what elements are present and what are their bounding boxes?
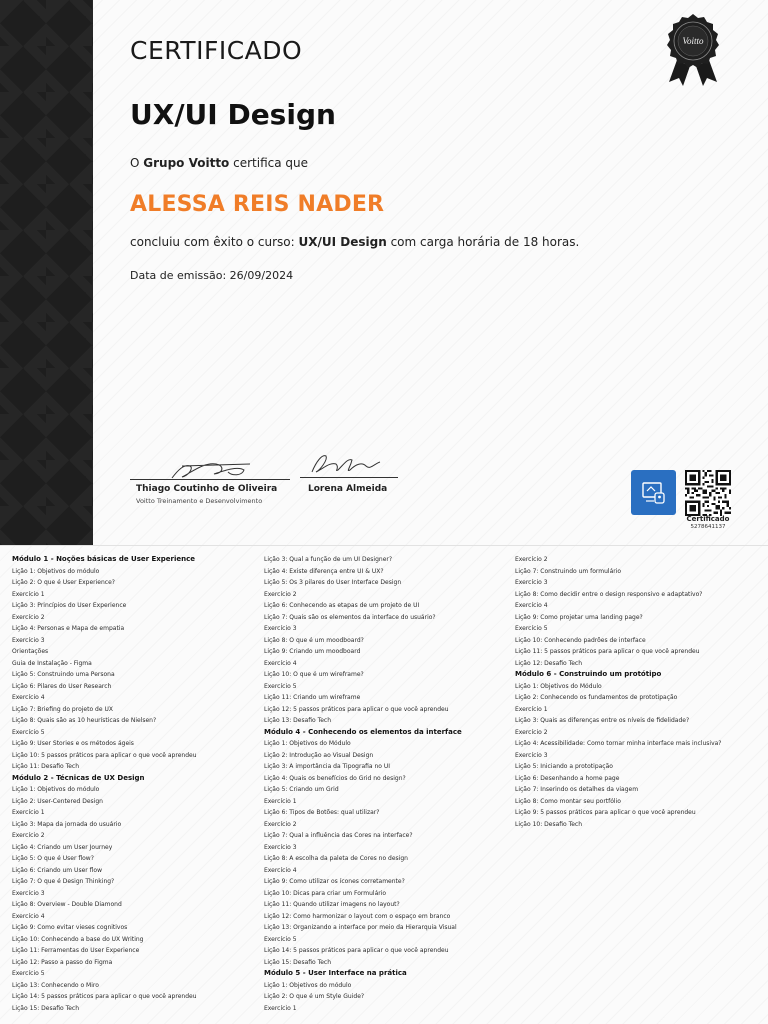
syllabus-lesson: Lição 1: Objetivos do módulo [12,786,100,793]
syllabus-lesson: Lição 3: Quais as diferenças entre os níveis de fidelidade? [515,717,690,724]
decorative-sidebar [0,0,93,545]
syllabus-lesson: Lição 14: 5 passos práticos para aplicar o que você aprendeu [12,993,197,1000]
syllabus-lesson: Lição 8: O que é um moodboard? [264,636,364,644]
certificate-verify-icon [640,480,668,506]
syllabus-lesson: Lição 3: Mapa da jornada do usuário [12,820,122,828]
syllabus-lesson: Lição 12: Desafio Tech [515,659,583,667]
syllabus-lesson: Lição 1: Objetivos do Módulo [515,682,602,690]
syllabus-lesson: Exercício 1 [12,809,45,816]
qr-code-icon[interactable] [685,470,731,516]
course-title: UX/UI Design [130,98,336,131]
syllabus-lesson: Lição 4: Acessibilidade: Como tornar minha interface mais inclusiva? [515,740,722,747]
syllabus-lesson: Lição 4: Quais os benefícios do Grid no design? [264,774,406,782]
syllabus-lesson: Lição 8: Como decidir entre o design responsivo e adaptativo? [515,590,703,598]
syllabus-column-1 [12,554,262,1024]
syllabus-lesson: Exercício 2 [515,728,548,736]
syllabus-lesson: Lição 12: 5 passos práticos para aplicar o que você aprendeu [264,705,449,713]
signature-2-name: Lorena Almeida [308,484,388,494]
syllabus-lesson: Lição 8: Quais são as 10 heurísticas de Nielsen? [12,717,157,724]
syllabus-lesson: Lição 5: Os 3 pilares do User Interface Design [264,579,402,586]
syllabus-lesson: Lição 15: Desafio Tech [264,958,332,966]
syllabus-lesson: Lição 9: Como utilizar os ícones corretamente? [264,878,405,885]
syllabus-lesson: Orientações [12,648,49,655]
syllabus-lesson: Exercício 3 [515,751,548,759]
syllabus-lesson: Lição 2: O que é User Experience? [12,579,115,586]
syllabus-lesson: Lição 7: Construindo um formulário [515,567,622,575]
syllabus-lesson: Lição 11: Quando utilizar imagens no layout? [264,901,400,908]
syllabus-lesson: Lição 10: Conhecendo padrões de interface [515,636,646,644]
syllabus-lesson: Exercício 4 [264,659,297,667]
syllabus-lesson: Exercício 1 [264,1004,297,1012]
certificate-code: 5278641137 [690,524,726,530]
syllabus-lesson: Exercício 2 [515,556,548,563]
syllabus-lesson: Lição 11: 5 passos práticos para aplicar o que você aprendeu [515,648,700,655]
syllabus-lesson: Exercício 3 [264,843,297,851]
syllabus-lesson: Exercício 3 [515,579,548,586]
syllabus-lesson: Exercício 2 [12,613,45,621]
intro-text [130,156,308,170]
syllabus-lesson: Lição 8: Overview - Double Diamond [12,901,122,908]
syllabus-module-heading: Módulo 6 - Construindo um protótipo [515,670,662,678]
syllabus-lesson: Lição 4: Criando um User Journey [12,843,113,851]
syllabus-lesson: Lição 5: Iniciando a prototipação [515,763,613,770]
syllabus-lesson: Lição 7: Inserindo os detalhes da viagem [515,786,639,793]
syllabus-lesson: Lição 2: Introdução ao Visual Design [264,751,374,759]
syllabus-column-3 [515,554,765,1024]
syllabus-lesson: Lição 10: Dicas para criar um Formulário [264,889,387,897]
syllabus-lesson: Exercício 4 [515,602,548,609]
syllabus-column-2 [264,554,514,1024]
syllabus-lesson: Lição 7: O que é Design Thinking? [12,878,115,885]
syllabus-lesson: Lição 10: Desafio Tech [515,820,583,828]
syllabus-lesson: Lição 12: Como harmonizar o layout com o espaço em branco [264,912,451,920]
syllabus-lesson: Lição 9: User Stories e os métodos ágeis [12,740,134,747]
syllabus-lesson: Lição 5: O que é User flow? [12,855,94,862]
syllabus-lesson: Exercício 5 [12,728,45,736]
certificate-label: CERTIFICADO [130,36,303,65]
issue-date: Data de emissão: 26/09/2024 [130,269,294,282]
syllabus-lesson: Exercício 3 [264,625,297,632]
syllabus-module-heading: Módulo 2 - Técnicas de UX Design [12,773,145,782]
syllabus-lesson: Lição 3: Qual a função de um UI Designer? [264,556,393,563]
syllabus-lesson: Lição 12: Passo a passo do Figma [12,958,113,966]
syllabus-lesson: Lição 6: Conhecendo as etapas de um projeto de UI [264,602,420,609]
completion-suffix: com carga horária de 18 horas. [386,235,580,249]
syllabus-lesson: Exercício 1 [12,590,45,598]
syllabus-lesson: Exercício 3 [12,889,45,897]
syllabus-lesson: Lição 7: Qual a influência das Cores na interface? [264,832,413,839]
syllabus-module-heading: Módulo 5 - User Interface na prática [264,969,407,977]
completion-text [130,235,579,249]
syllabus-lesson: Exercício 1 [515,705,548,713]
syllabus-lesson: Lição 6: Pilares do User Research [12,682,112,690]
syllabus-lesson: Exercício 5 [515,625,548,632]
section-divider [0,545,768,546]
syllabus-lesson: Exercício 4 [12,912,45,920]
syllabus-lesson: Lição 1: Objetivos do Módulo [264,740,351,747]
syllabus-lesson: Exercício 2 [264,590,297,598]
syllabus-lesson: Lição 6: Tipos de Botões: qual utilizar? [264,809,380,816]
syllabus-lesson: Exercício 5 [264,682,297,690]
signature-1-image [130,452,290,482]
signature-2-image [300,448,400,478]
intro-prefix: O [130,156,144,170]
syllabus-lesson: Lição 8: A escolha da paleta de Cores no design [264,855,408,862]
student-name: ALESSA REIS NADER [130,192,385,217]
syllabus-lesson: Exercício 3 [12,636,45,644]
syllabus-lesson: Lição 7: Quais são os elementos da interface do usuário? [264,613,436,621]
signature-1-line [130,479,290,480]
syllabus-lesson: Lição 13: Desafio Tech [264,717,332,724]
syllabus-lesson: Exercício 5 [12,970,45,977]
issuer-name: Grupo Voitto [143,156,230,170]
syllabus-lesson: Lição 7: Briefing do projeto de UX [12,705,113,713]
syllabus-lesson: Lição 2: User-Centered Design [12,797,103,805]
syllabus-lesson: Lição 15: Desafio Tech [12,1004,80,1012]
syllabus-lesson: Lição 6: Criando um User flow [12,866,102,874]
syllabus-lesson: Lição 8: Como montar seu portfólio [515,797,621,805]
syllabus-lesson: Lição 9: Criando um moodboard [264,648,361,655]
syllabus-lesson: Lição 4: Existe diferença entre UI & UX? [264,567,384,575]
signature-2-line [300,477,398,478]
syllabus-lesson: Exercício 1 [264,797,297,805]
completion-prefix: concluiu com êxito o curso: [130,235,299,249]
syllabus-lesson: Exercício 4 [264,866,297,874]
syllabus-lesson: Lição 10: Conhecendo a base do UX Writing [12,935,144,943]
syllabus-lesson: Lição 11: Ferramentas do User Experience [12,947,140,954]
syllabus-lesson: Lição 2: O que é um Style Guide? [264,993,365,1000]
syllabus-lesson: Lição 9: Como projetar uma landing page? [515,613,643,621]
syllabus-lesson: Exercício 2 [12,832,45,839]
syllabus-lesson: Guia de Instalação - Figma [12,659,92,667]
syllabus-lesson: Lição 10: O que é um wireframe? [264,671,364,678]
syllabus-lesson: Lição 1: Objetivos do módulo [264,981,352,989]
syllabus-lesson: Exercício 5 [264,935,297,943]
syllabus-lesson: Lição 9: 5 passos práticos para aplicar o que você aprendeu [515,809,696,816]
syllabus-lesson: Lição 11: Desafio Tech [12,763,80,770]
signature-1-name: Thiago Coutinho de Oliveira [136,484,278,494]
syllabus-lesson: Lição 14: 5 passos práticos para aplicar o que você aprendeu [264,947,449,954]
syllabus-lesson: Lição 11: Criando um wireframe [264,694,361,701]
signature-1-org: Voitto Treinamento e Desenvolvimento [136,497,263,505]
syllabus-lesson: Lição 2: Conhecendo os fundamentos de prototipação [515,694,678,701]
syllabus-lesson: Exercício 2 [264,820,297,828]
voitto-seal-icon [663,12,723,86]
syllabus-lesson: Lição 1: Objetivos do módulo [12,567,100,575]
syllabus-lesson: Lição 4: Personas e Mapa de empatia [12,625,125,632]
syllabus-lesson: Lição 10: 5 passos práticos para aplicar o que você aprendeu [12,751,197,759]
syllabus-lesson: Lição 3: A importância da Tipografia no UI [264,763,391,770]
syllabus-lesson: Lição 5: Criando um Grid [264,786,339,793]
syllabus-lesson: Lição 6: Desenhando a home page [515,774,620,782]
qr-label: Certificado [686,515,730,523]
verification-badge[interactable] [631,470,676,515]
seal-text: Voitto [682,36,704,46]
syllabus-lesson: Lição 13: Organizando a interface por meio da Hierarquia Visual [264,924,457,931]
syllabus-lesson: Exercício 4 [12,694,45,701]
syllabus-lesson: Lição 3: Princípios do User Experience [12,602,127,609]
syllabus-module-heading: Módulo 1 - Noções básicas de User Experience [12,555,196,563]
intro-suffix: certifica que [229,156,308,170]
syllabus-lesson: Lição 5: Construindo uma Persona [12,671,115,678]
syllabus-lesson: Lição 13: Conhecendo o Miro [12,981,99,989]
syllabus-module-heading: Módulo 4 - Conhecendo os elementos da interface [264,727,462,736]
completion-course: UX/UI Design [298,235,387,249]
certificate-panel [93,0,768,545]
syllabus-lesson: Lição 9: Como evitar vieses cognitivos [12,924,128,931]
